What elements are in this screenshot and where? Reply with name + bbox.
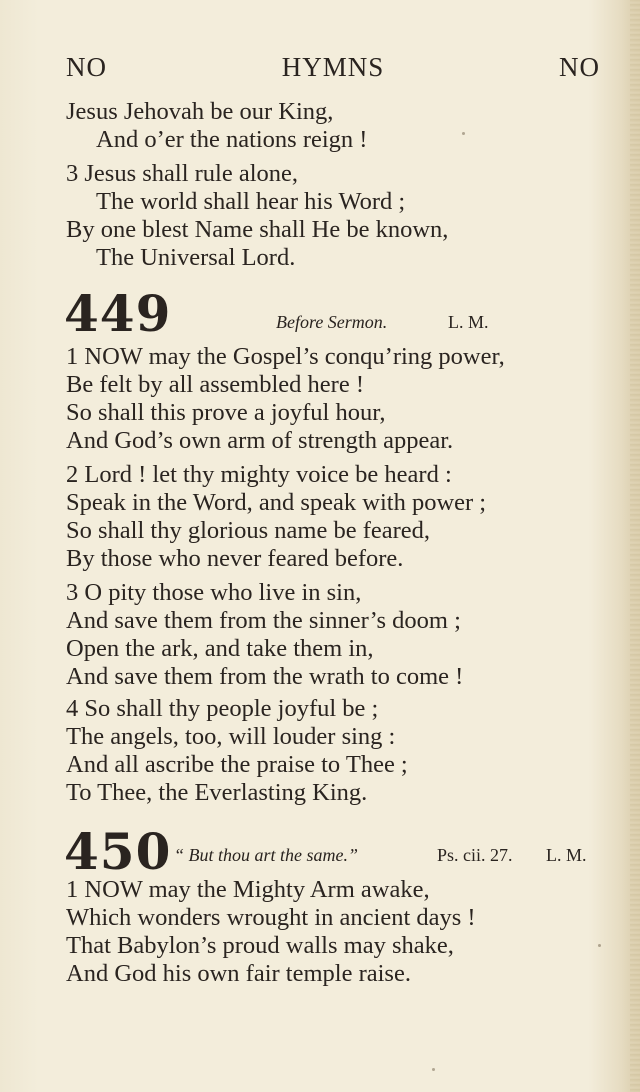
header-title: HYMNS: [281, 52, 385, 82]
header-left: NO: [66, 52, 107, 82]
hymn-meter: L. M.: [546, 845, 587, 865]
paper-speck: [462, 132, 465, 135]
verse-line: Open the ark, and take them in,: [66, 635, 374, 662]
verse-line: Be felt by all assembled here !: [66, 371, 364, 398]
verse-line: Which wonders wrought in ancient days !: [66, 904, 476, 931]
verse-line: Jesus Jehovah be our King,: [66, 98, 334, 125]
verse-line: So shall thy glorious name be feared,: [66, 517, 431, 544]
verse-line: By those who never feared before.: [66, 545, 404, 572]
verse-line: 2 Lord ! let thy mighty voice be heard :: [66, 461, 452, 488]
hymn-number: 450: [64, 822, 172, 881]
verse-line: And o’er the nations reign !: [96, 126, 368, 153]
hymn-number: 449: [64, 284, 172, 343]
verse-line: Speak in the Word, and speak with power ;: [66, 489, 487, 516]
hymn-449-heading: [64, 284, 604, 348]
verse-line: So shall this prove a joyful hour,: [66, 399, 386, 426]
verse-line: By one blest Name shall He be known,: [66, 216, 449, 243]
hymn-title: Before Sermon.: [276, 312, 388, 332]
verse-line: And all ascribe the praise to Thee ;: [66, 751, 408, 778]
verse-line: The world shall hear his Word ;: [96, 188, 406, 215]
verse-line: 4 So shall thy people joyful be ;: [66, 695, 379, 722]
hymn-reference: Ps. cii. 27.: [437, 845, 513, 865]
verse-line: 1 NOW may the Gospel’s conqu’ring power,: [66, 343, 505, 370]
hymn-title: “ But thou art the same.”: [174, 845, 359, 865]
verse-line: 1 NOW may the Mighty Arm awake,: [66, 876, 430, 903]
verse-line: And save them from the wrath to come !: [66, 663, 464, 690]
verse-line: And save them from the sinner’s doom ;: [66, 607, 461, 634]
paper-speck: [598, 944, 601, 947]
verse-line: That Babylon’s proud walls may shake,: [66, 932, 454, 959]
page-edge: [630, 0, 640, 1092]
verse-line: 3 Jesus shall rule alone,: [66, 160, 299, 187]
running-header: [66, 52, 600, 88]
verse-line: And God his own fair temple raise.: [66, 960, 411, 987]
verse-line: And God’s own arm of strength appear.: [66, 427, 454, 454]
header-right: NO: [559, 52, 600, 82]
verse-line: To Thee, the Everlasting King.: [66, 779, 368, 806]
hymn-meter: L. M.: [448, 312, 489, 332]
verse-line: The Universal Lord.: [96, 244, 296, 271]
verse-line: The angels, too, will louder sing :: [66, 723, 396, 750]
paper-speck: [432, 1068, 435, 1071]
verse-line: 3 O pity those who live in sin,: [66, 579, 362, 606]
